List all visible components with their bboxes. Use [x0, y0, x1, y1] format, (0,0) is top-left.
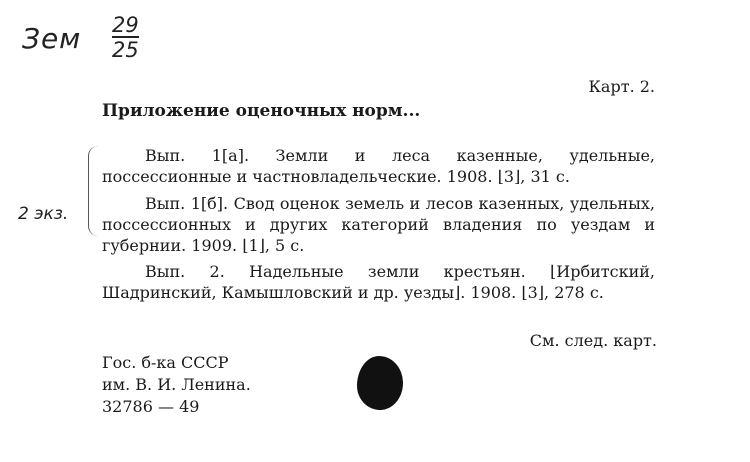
card-number: Карт. 2.: [588, 77, 655, 96]
stamp-line-3: 32786 — 49: [102, 397, 200, 416]
card-heading: Приложение оценочных норм...: [102, 101, 421, 121]
ink-blot: [357, 356, 403, 410]
entry-text: Вып. 1[а]. Земли и леса казенные, удельные, поссессионные и частновладельческие. 1908. ⌊3⌋, 31 с.: [102, 146, 655, 186]
entry-2: [102, 193, 655, 256]
handwritten-bracket: [88, 146, 99, 236]
stamp-line-1: Гос. б-ка СССР: [102, 353, 229, 372]
entry-3: [102, 261, 655, 303]
handwritten-fraction: [112, 14, 139, 61]
fraction-bottom: 25: [112, 38, 139, 62]
fraction-top: 29: [112, 13, 139, 37]
see-next-card: См. след. карт.: [529, 331, 657, 350]
handwritten-shelf-code: Зем: [22, 22, 82, 55]
entry-1: [102, 145, 655, 187]
library-stamp: [102, 352, 251, 418]
stamp-line-2: им. В. И. Ленина.: [102, 375, 251, 394]
entry-text: Вып. 1[б]. Свод оценок земель и лесов казенных, удельных, поссессионных и других категорий владения по уездам и губернии. 1909. ⌊1⌋, 5 с.: [102, 194, 655, 255]
handwritten-copies-note: 2 экз.: [18, 204, 69, 224]
entry-text: Вып. 2. Надельные земли крестьян. ⌊Ирбитский, Шадринский, Камышловский и др. уезды⌋. 1908. ⌊3⌋, 278 с.: [102, 262, 655, 302]
